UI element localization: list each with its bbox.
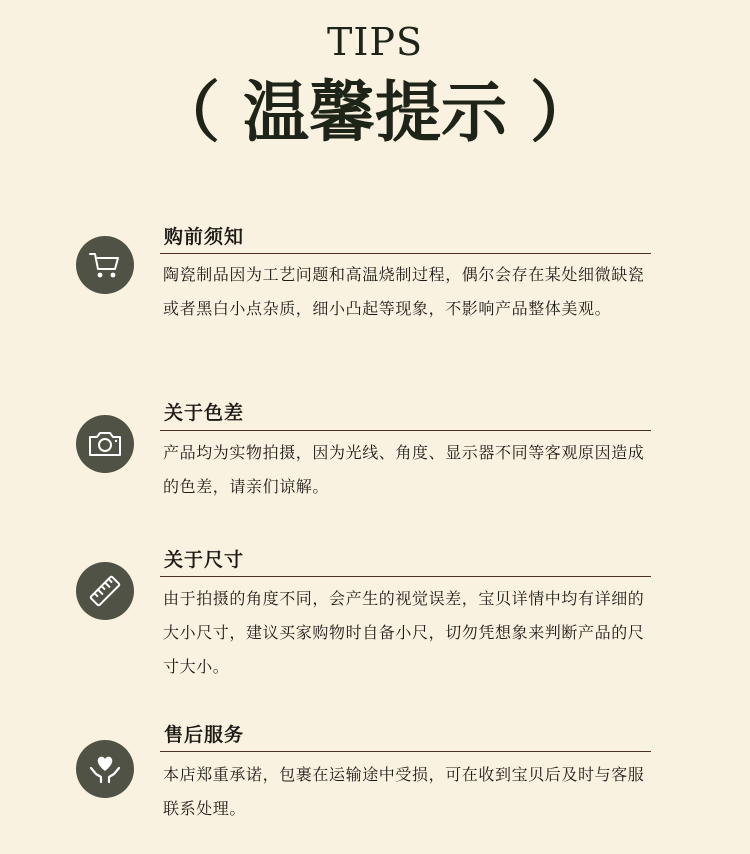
section-body: 由于拍摄的角度不同，会产生的视觉误差，宝贝详情中均有详细的大小尺寸，建议买家购物时自备小尺，切勿凭想象来判断产品的尺寸大小。 — [163, 589, 645, 676]
section-body: 本店郑重承诺，包裹在运输途中受损，可在收到宝贝后及时与客服联系处理。 — [163, 765, 645, 818]
ruler-icon — [76, 562, 134, 620]
section-divider — [160, 253, 651, 254]
cart-icon — [76, 236, 134, 294]
section-body: 产品均为实物拍摄，因为光线、角度、显示器不同等客观原因造成的色差，请亲们谅解。 — [163, 443, 645, 496]
section-title: 购前须知 — [164, 226, 245, 248]
section-title: 关于色差 — [164, 402, 245, 424]
tips-english-title: TIPS — [327, 20, 423, 64]
tips-chinese-title: （ 温馨提示 ） — [154, 73, 596, 151]
section-body: 陶瓷制品因为工艺问题和高温烧制过程，偶尔会存在某处细微缺瓷或者黑白小点杂质，细小凸起等现象，不影响产品整体美观。 — [163, 265, 645, 318]
heart-hands-icon — [76, 740, 134, 798]
camera-icon — [76, 415, 134, 473]
section-divider — [160, 751, 651, 752]
section-title: 关于尺寸 — [164, 549, 245, 571]
section-divider — [160, 576, 651, 577]
section-title: 售后服务 — [164, 724, 245, 746]
section-divider — [160, 430, 651, 431]
